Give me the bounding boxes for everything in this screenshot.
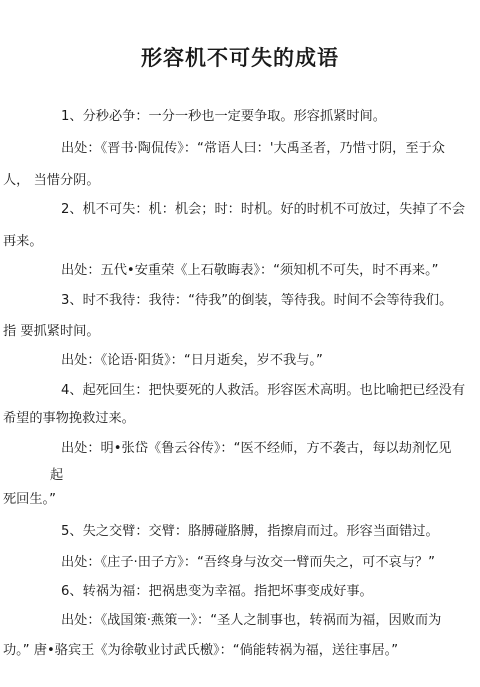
entry-3-source: 出处：《论语·阳货》：“日月逝矣，岁不我与。”	[61, 353, 323, 368]
entry-4-definition: 4、起死回生：把快要死的人救活。形容医术高明。也比喻把已经没有	[61, 383, 466, 398]
entry-1-source-cont: 人， 当惜分阴。	[3, 173, 100, 188]
entry-4-source: 出处：明•张岱《鲁云谷传》：“医不经师，方不袭古，每以劫剂忆见	[61, 441, 452, 456]
entry-4-definition-cont: 希望的事物挽救过来。	[3, 411, 135, 426]
entry-6-definition: 6、转祸为福：把祸患变为幸福。指把坏事变成好事。	[61, 584, 373, 599]
entry-1-definition: 1、分秒必争：一分一秒也一定要争取。形容抓紧时间。	[61, 109, 386, 124]
page-title: 形容机不可失的成语	[141, 46, 339, 70]
entry-6-source: 出处：《战国策·燕策一》：“圣人之制事也，转祸而为福，因败而为	[61, 613, 442, 628]
entry-2-definition-cont: 再来。	[3, 234, 43, 249]
entry-5-source: 出处：《庄子·田子方》：“吾终身与汝交一臂而失之，可不哀与？”	[61, 555, 435, 570]
entry-6-source-cont: 功。” 唐•骆宾王《为徐敬业讨武氏檄》：“倘能转祸为福，送往事居。”	[3, 643, 399, 658]
entry-5-definition: 5、失之交臂：交臂：胳膊碰胳膊，指擦肩而过。形容当面错过。	[61, 524, 439, 539]
entry-3-definition-cont: 指 要抓紧时间。	[3, 324, 100, 339]
entry-1-source: 出处：《晋书·陶侃传》：“常语人曰：'大禹圣者，乃惜寸阴，至于众	[61, 141, 445, 156]
entry-4-source-cont2: 死回生。”	[3, 492, 56, 507]
entry-2-definition: 2、机不可失：机：机会；时：时机。好的时机不可放过，失掉了不会	[61, 202, 466, 217]
entry-2-source: 出处：五代•安重荣《上石敬晦表》：“须知机不可失，时不再来。”	[61, 263, 439, 278]
entry-3-definition: 3、时不我待：我待：“待我”的倒装，等待我。时间不会等待我们。	[61, 293, 453, 308]
entry-4-source-cont: 起	[50, 468, 64, 483]
